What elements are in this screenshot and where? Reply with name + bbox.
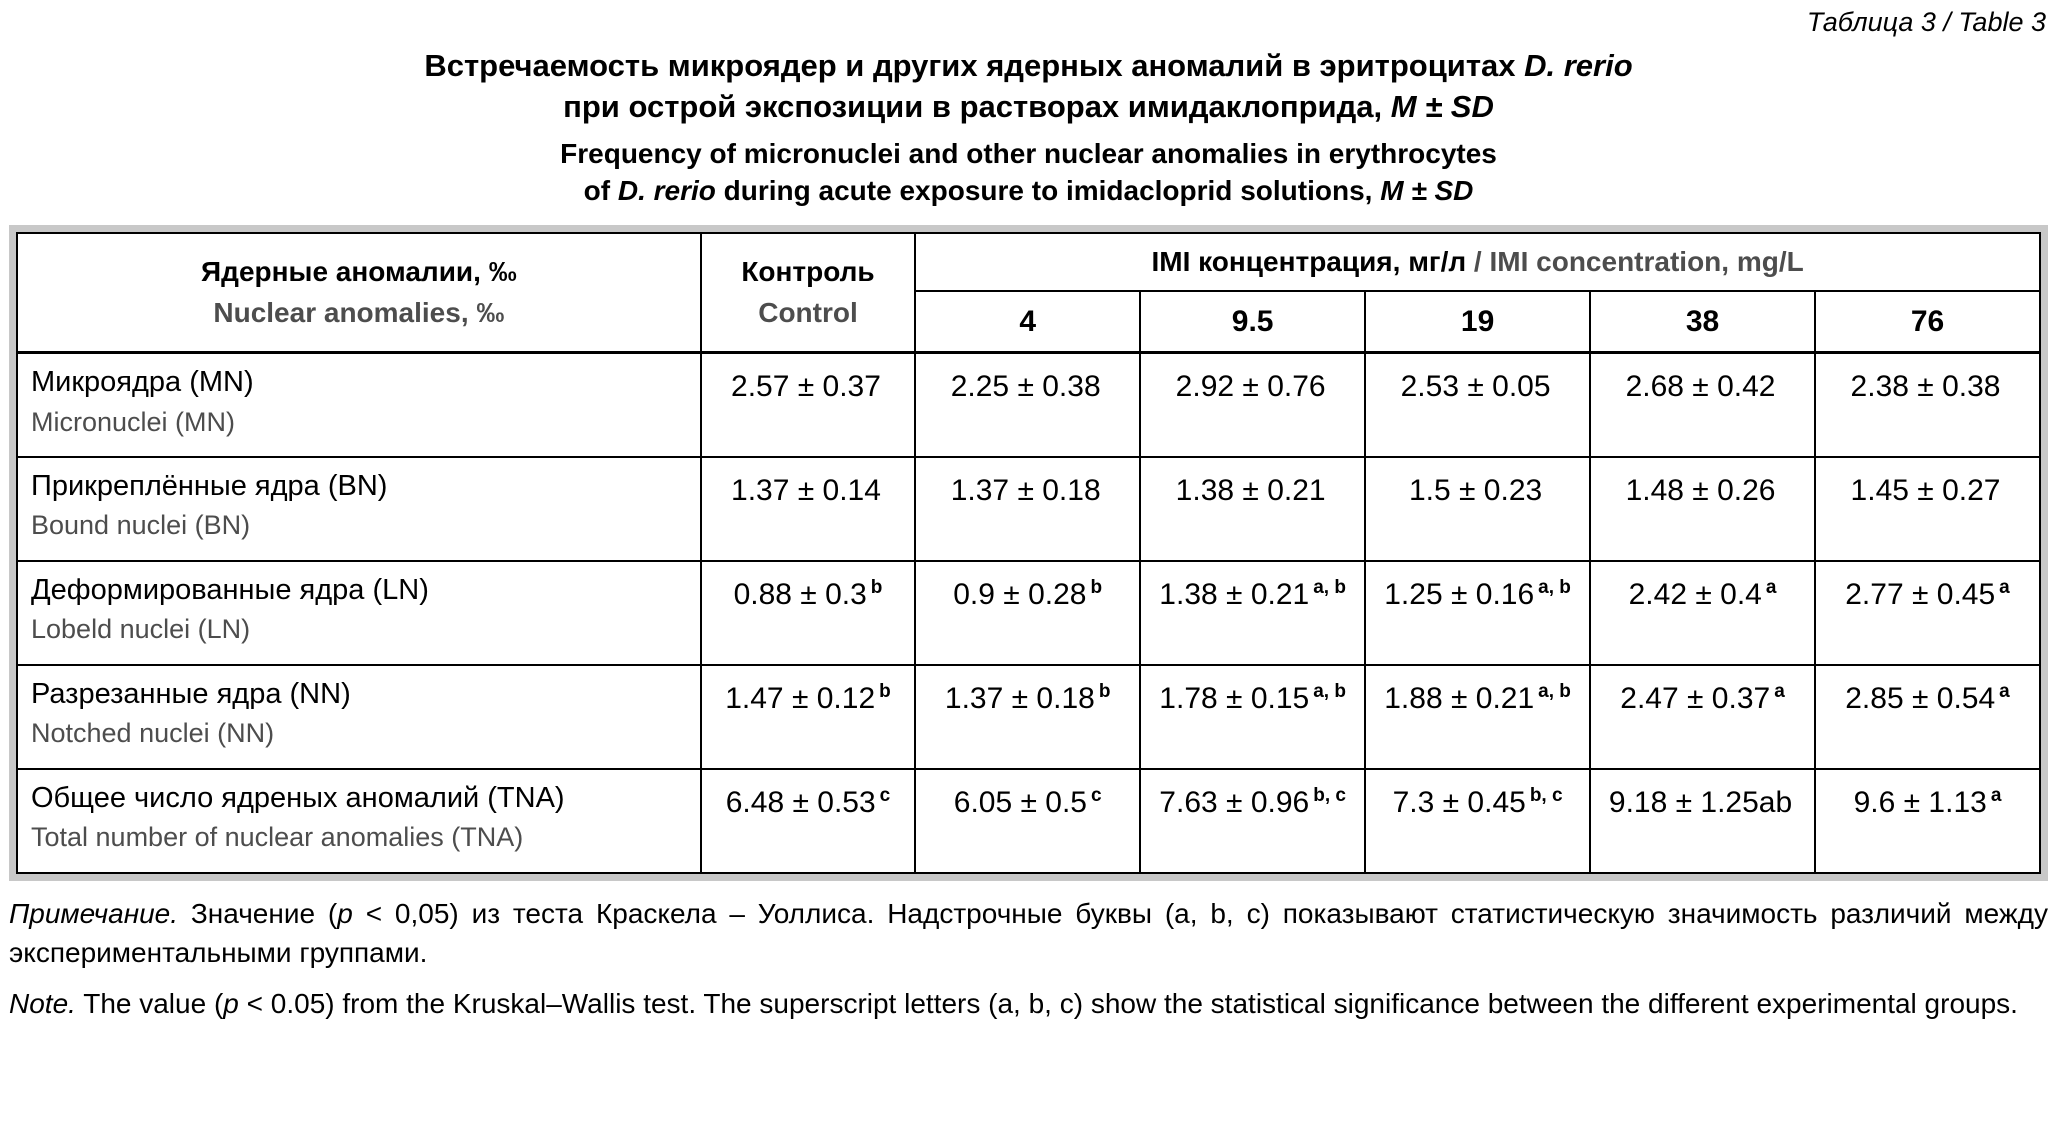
table-row-mn [17, 353, 2040, 457]
title-ru-line1-text: Встречаемость микроядер и других ядерных аномалий в эритроцитах [424, 48, 1525, 84]
table-cell [915, 353, 1140, 457]
cell-value: 1.5 ± 0.23 [1408, 473, 1543, 507]
table-cell [1365, 561, 1590, 665]
cell-value: 2.47 ± 0.37 [1620, 681, 1771, 715]
cell-value: 1.25 ± 0.16 [1384, 577, 1535, 611]
cell-superscript: b [1098, 680, 1111, 702]
table-cell [1815, 665, 2040, 769]
title-ru-line2-text: при острой экспозиции в растворах имидаклоприда, [563, 88, 1391, 124]
cell-value: 1.48 ± 0.26 [1625, 473, 1776, 507]
row-label-en: Notched nuclei (NN) [31, 718, 275, 749]
note-en [9, 984, 2048, 1023]
table-cell [1590, 353, 1815, 457]
cell-superscript: b [1090, 576, 1103, 598]
cell-superscript: b [879, 680, 891, 702]
title-en [9, 136, 2048, 210]
cell-superscript: c [1091, 784, 1102, 806]
header-imi-concentration [915, 233, 2040, 291]
cell-value: 7.3 ± 0.45 [1392, 785, 1526, 819]
header-imi-en: IMI concentration, mg/L [1489, 245, 1804, 277]
cell-value: 2.25 ± 0.38 [950, 370, 1101, 404]
row-label-en: Bound nuclei (BN) [31, 510, 251, 541]
conc-column-header-4: 4 [915, 291, 1140, 353]
header-anomalies [17, 233, 701, 353]
table-cell [1140, 665, 1365, 769]
cell-superscript: b [870, 576, 883, 598]
note-en-pre: The value ( [75, 988, 224, 1020]
header-row-1 [17, 233, 2040, 291]
cell-value: 0.9 ± 0.28 [953, 577, 1087, 611]
cell-value: 9.18 ± 1.25ab [1608, 785, 1793, 819]
title-ru [9, 46, 2048, 127]
cell-value: 2.68 ± 0.42 [1625, 370, 1776, 404]
row-label [17, 769, 701, 873]
species-name: D. rerio [617, 174, 716, 206]
note-en-post: < 0.05) from the Kruskal–Wallis test. The superscript letters (a, b, c) show the statistical significance between the different experimental groups. [238, 988, 2018, 1020]
table-cell [1140, 353, 1365, 457]
table-cell [915, 561, 1140, 665]
cell-value: 1.38 ± 0.21 [1175, 473, 1326, 507]
table-cell [1815, 561, 2040, 665]
header-imi-separator: / [1466, 245, 1490, 277]
table-cell [1815, 353, 2040, 457]
row-label-ru: Общее число ядреных аномалий (TNA) [31, 781, 565, 814]
cell-value: 1.45 ± 0.27 [1850, 473, 2001, 507]
note-ru-pre: Значение ( [178, 897, 338, 929]
table-reference: Таблица 3 / Table 3 [1806, 7, 2046, 37]
row-label [17, 353, 701, 457]
row-label-ru: Микроядра (MN) [31, 366, 254, 399]
table-cell [1140, 561, 1365, 665]
conc-column-header-19: 19 [1365, 291, 1590, 353]
stat-notation: M ± SD [1380, 174, 1474, 206]
row-label [17, 561, 701, 665]
row-label-en: Micronuclei (MN) [31, 406, 236, 437]
p-value-symbol: p [337, 897, 353, 929]
header-control-en: Control [758, 296, 858, 328]
table-row-ln [17, 561, 2040, 665]
cell-value: 2.38 ± 0.38 [1850, 370, 2001, 404]
table-cell [701, 353, 915, 457]
table-cell [1590, 769, 1815, 873]
table-frame [9, 225, 2048, 881]
table-cell [915, 457, 1140, 561]
cell-value: 1.37 ± 0.14 [731, 473, 881, 507]
conc-column-header-76: 76 [1815, 291, 2040, 353]
results-table [16, 232, 2041, 874]
cell-value: 1.37 ± 0.18 [950, 473, 1101, 507]
cell-value: 2.77 ± 0.45 [1845, 577, 1996, 611]
cell-value: 9.6 ± 1.13 [1853, 785, 1987, 819]
species-name: D. rerio [1524, 48, 1633, 84]
header-control-ru: Контроль [741, 256, 875, 288]
cell-value: 6.48 ± 0.53 [725, 785, 876, 819]
table-cell [915, 769, 1140, 873]
cell-superscript: a, b [1313, 576, 1346, 598]
table-row-nn [17, 665, 2040, 769]
conc-column-header-38: 38 [1590, 291, 1815, 353]
header-anomalies-ru: Ядерные аномалии, ‰ [201, 256, 517, 288]
cell-superscript: a, b [1538, 680, 1571, 702]
table-cell [1140, 457, 1365, 561]
cell-superscript: a, b [1538, 576, 1571, 598]
table-row-tna [17, 769, 2040, 873]
cell-value: 1.78 ± 0.15 [1159, 681, 1310, 715]
note-ru [9, 894, 2048, 972]
cell-superscript: a, b [1313, 680, 1346, 702]
row-label [17, 457, 701, 561]
table-cell [701, 769, 915, 873]
title-en-line1: Frequency of micronuclei and other nuclear anomalies in erythrocytes [560, 137, 1497, 169]
title-ru-line2 [9, 87, 2048, 127]
table-cell [1365, 665, 1590, 769]
cell-value: 2.85 ± 0.54 [1845, 681, 1996, 715]
cell-superscript: a [1999, 680, 2010, 702]
cell-value: 1.37 ± 0.18 [944, 681, 1095, 715]
cell-value: 2.42 ± 0.4 [1628, 577, 1762, 611]
cell-value: 7.63 ± 0.96 [1159, 785, 1310, 819]
note-ru-label: Примечание. [9, 897, 179, 929]
title-ru-line1 [9, 46, 2048, 86]
table-cell [1590, 561, 1815, 665]
row-label-ru: Разрезанные ядра (NN) [31, 677, 351, 710]
table-cell [1815, 769, 2040, 873]
row-label [17, 665, 701, 769]
cell-value: 1.38 ± 0.21 [1159, 577, 1310, 611]
table-cell [1815, 457, 2040, 561]
header-anomalies-en: Nuclear anomalies, ‰ [213, 296, 505, 328]
note-en-label: Note. [9, 988, 76, 1020]
row-label-ru: Деформированные ядра (LN) [31, 573, 429, 606]
cell-superscript: a [1990, 784, 2002, 806]
cell-value: 0.88 ± 0.3 [733, 577, 867, 611]
table-cell [915, 665, 1140, 769]
note-ru-post: < 0,05) из теста Краскела – Уоллиса. Надстрочные буквы (a, b, c) показывают статистическую значимость различий между экспериментальными группами. [9, 897, 2048, 969]
row-label-en: Total number of nuclear anomalies (TNA) [31, 822, 524, 853]
title-en-line2-mid: during acute exposure to imidacloprid solutions, [715, 174, 1381, 206]
cell-value: 1.88 ± 0.21 [1384, 681, 1535, 715]
title-en-line2-pre: of [583, 174, 618, 206]
cell-superscript: b, c [1529, 784, 1563, 806]
cell-value: 1.47 ± 0.12 [725, 681, 876, 715]
cell-superscript: a [1765, 576, 1777, 598]
cell-superscript: a [1999, 576, 2010, 598]
table-cell [1140, 769, 1365, 873]
conc-column-header-9-5: 9.5 [1140, 291, 1365, 353]
table-cell [1365, 353, 1590, 457]
table-cell [1365, 457, 1590, 561]
table-cell [701, 457, 915, 561]
cell-superscript: b, c [1313, 784, 1346, 806]
row-label-ru: Прикреплённые ядра (BN) [31, 469, 388, 502]
stat-notation: M ± SD [1390, 88, 1494, 124]
p-value-symbol: p [223, 988, 239, 1020]
cell-value: 2.92 ± 0.76 [1175, 370, 1326, 404]
cell-value: 2.53 ± 0.05 [1400, 370, 1551, 404]
cell-value: 6.05 ± 0.5 [953, 785, 1087, 819]
row-label-en: Lobeld nuclei (LN) [31, 614, 251, 645]
table-cell [701, 665, 915, 769]
header-imi-ru: IMI концентрация, мг/л [1151, 245, 1467, 277]
cell-value: 2.57 ± 0.37 [731, 370, 881, 404]
title-en-line2 [9, 173, 2048, 210]
table-cell [1590, 457, 1815, 561]
table-cell [701, 561, 915, 665]
table-cell [1590, 665, 1815, 769]
header-control [701, 233, 915, 353]
table-cell [1365, 769, 1590, 873]
table-row-bn [17, 457, 2040, 561]
cell-superscript: c [879, 784, 891, 806]
cell-superscript: a [1774, 680, 1785, 702]
